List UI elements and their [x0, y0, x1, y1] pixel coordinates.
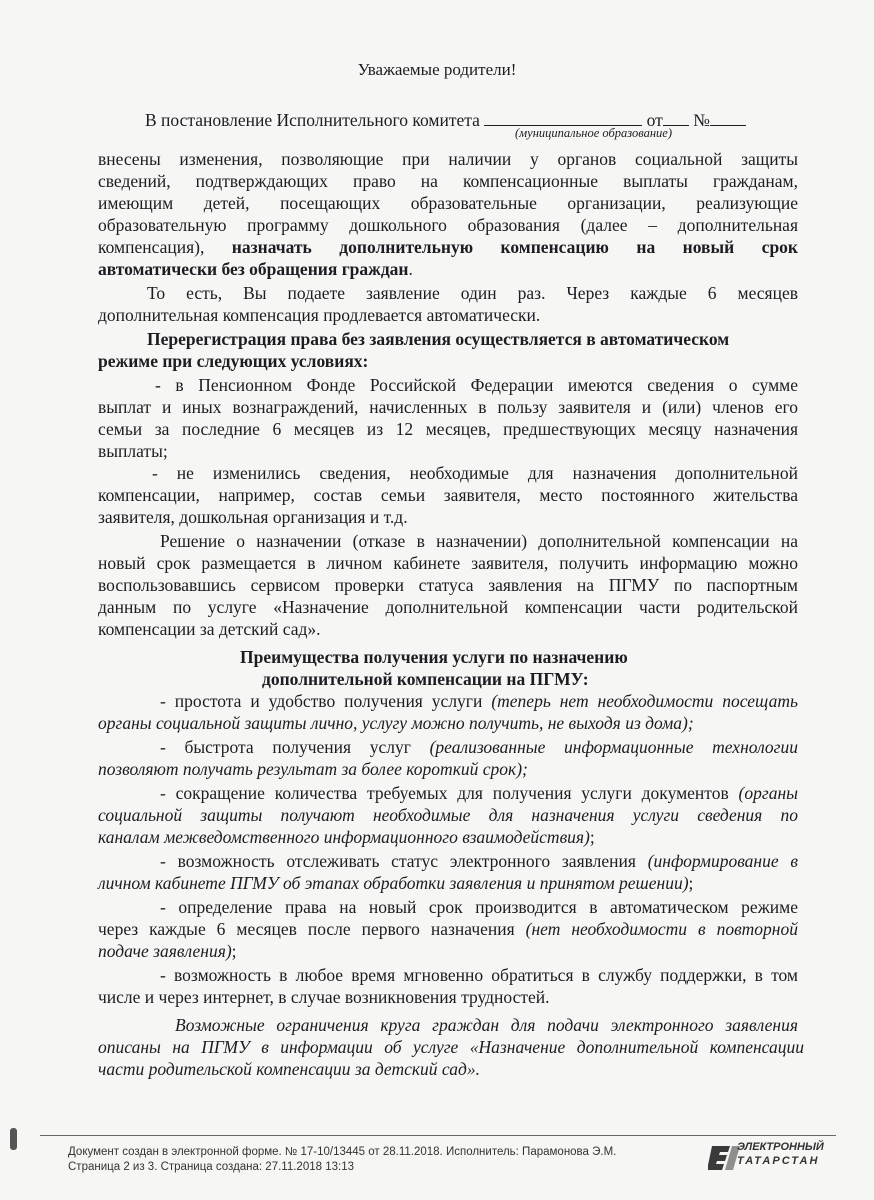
advantage5-line2 — [98, 918, 798, 940]
advantage3-plain: - сокращение количества требуемых для получения услуги документов — [160, 783, 729, 803]
advantages-heading-line1: Преимущества получения услуги по назначению — [240, 647, 628, 667]
advantage3-line3 — [98, 826, 595, 848]
paragraph1-line1: внесены изменения, позволяющие при наличии у органов социальной защиты — [98, 149, 798, 169]
advantage4-line2 — [98, 872, 693, 894]
paragraph1-line3: имеющим детей, посещающих образовательные организации, реализующие — [98, 193, 798, 213]
footer-line2: Страница 2 из 3. Страница создана: 27.11.2018 13:13 — [68, 1161, 354, 1173]
paragraph1-line2: сведений, подтверждающих право на компенсационные выплаты гражданам, — [98, 171, 798, 191]
condition2-line3: заявителя, дошкольная организация и т.д. — [98, 507, 408, 527]
paragraph1-line6-end: . — [408, 259, 413, 279]
advantages-heading-line2: дополнительной компенсации на ПГМУ: — [262, 669, 589, 689]
advantage5-line1: - определение права на новый срок производится в автоматическом режиме — [160, 897, 798, 917]
paragraph2-line1: То есть, Вы подаете заявление один раз. Через каждые 6 месяцев — [147, 283, 798, 303]
advantage4-plain: - возможность отслеживать статус электронного заявления — [160, 851, 636, 871]
decision-line1: Решение о назначении (отказе в назначении) дополнительной компенсации на — [160, 531, 798, 551]
decision-line3: воспользовавшись сервисом проверки статуса заявления на ПГМУ по паспортным — [98, 575, 798, 595]
advantage3-line1 — [160, 782, 798, 804]
condition1-line1: - в Пенсионном Фонде Российской Федерации имеются сведения о сумме — [155, 375, 798, 395]
closing-line2: описаны на ПГМУ в информации об услуге «Назначение дополнительной компенсации — [98, 1037, 804, 1057]
condition1-line4: выплаты; — [98, 441, 168, 461]
closing-line3: части родительской компенсации за детский сад». — [98, 1059, 480, 1079]
condition1-line2: выплат и иных вознаграждений, начисленных в пользу заявителя и (или) членов его — [98, 397, 798, 417]
reregistration-heading-line2: режиме при следующих условиях: — [98, 351, 369, 371]
condition2-line2: компенсации, например, состав семьи заявителя, место постоянного жительства — [98, 485, 798, 505]
footer-divider — [40, 1135, 836, 1136]
paragraph1-line6 — [98, 258, 413, 280]
number-blank — [710, 110, 746, 126]
advantage4-line2-end: ; — [688, 873, 694, 893]
intro-prefix: В постановление Исполнительного комитета — [145, 110, 480, 130]
decision-line4: данным по услуге «Назначение дополнительной компенсации части родительской — [98, 597, 798, 617]
logo-text-line2: ТАТАРСТАН — [737, 1155, 820, 1167]
paragraph1-line4: образовательную программу дошкольного образования (далее – дополнительная — [98, 215, 798, 235]
decision-line2: новый срок размещается в личном кабинете заявителя, получить информацию можно — [98, 553, 798, 573]
advantage3-line3-italic: каналам межведомственного информационного взаимодействия) — [98, 827, 590, 847]
advantage3-line2: социальной защиты получают необходимые для назначения услуги сведения по — [98, 805, 798, 825]
document-title: Уважаемые родители! — [357, 60, 517, 79]
advantage1-line2: органы социальной защиты лично, услугу можно получить, не выходя из дома); — [98, 713, 694, 733]
advantage1-line1 — [160, 690, 798, 712]
advantage2-italic: (реализованные информационные технологии — [429, 737, 798, 757]
intro-from-label: от — [646, 110, 663, 130]
advantage5-line3-italic: подаче заявления) — [98, 941, 232, 961]
advantage1-italic: (теперь нет необходимости посещать — [491, 691, 798, 711]
advantage1-plain: - простота и удобство получения услуги — [160, 691, 483, 711]
advantage6-line1: - возможность в любое время мгновенно обратиться в службу поддержки, в том — [160, 965, 798, 985]
advantage2-line2: позволяют получать результат за более короткий срок); — [98, 759, 528, 779]
paragraph1-line6-bold: автоматически без обращения граждан — [98, 259, 409, 279]
closing-line1: Возможные ограничения круга граждан для подачи электронного заявления — [175, 1015, 798, 1035]
advantage2-plain: - быстрота получения услуг — [160, 737, 411, 757]
intro-number-label: № — [693, 110, 710, 130]
paragraph1-line5 — [98, 236, 798, 258]
advantage4-line1 — [160, 850, 798, 872]
condition2-line1: - не изменились сведения, необходимые для назначения дополнительной — [152, 463, 798, 483]
advantage5-line2-italic: (нет необходимости в повторной — [525, 919, 798, 939]
municipality-caption: (муниципальное образование) — [515, 126, 672, 140]
advantage2-line1 — [160, 736, 798, 758]
paragraph1-line5-plain: компенсация), — [98, 237, 205, 257]
advantage5-line3 — [98, 940, 237, 962]
advantage5-line3-end: ; — [231, 941, 237, 961]
logo-text-line1: ЭЛЕКТРОННЫЙ — [737, 1141, 824, 1153]
advantage3-line3-end: ; — [589, 827, 595, 847]
reregistration-heading-line1: Перерегистрация права без заявления осуществляется в автоматическом — [147, 329, 730, 349]
condition1-line3: семьи за последние 6 месяцев из 12 месяцев, предшествующих месяцу назначения — [98, 419, 798, 439]
advantage3-italic: (органы — [738, 783, 798, 803]
footer-line1: Документ создан в электронной форме. № 17-10/13445 от 28.11.2018. Исполнитель: Парамонова Э.М. — [68, 1146, 617, 1158]
municipality-blank — [484, 110, 642, 126]
advantage6-line2: числе и через интернет, в случае возникновения трудностей. — [98, 987, 550, 1007]
paragraph2-line2: дополнительная компенсация продлевается автоматически. — [98, 305, 541, 325]
paragraph1-line5-bold: назначать дополнительную компенсацию на новый срок — [231, 237, 799, 257]
advantage5-line2-plain: через каждые 6 месяцев после первого назначения — [98, 919, 515, 939]
decision-line5: компенсации за детский сад». — [98, 619, 321, 639]
date-blank — [663, 110, 689, 126]
scan-mark — [10, 1128, 17, 1150]
advantage4-italic: (информирование в — [647, 851, 798, 871]
advantage4-line2-italic: личном кабинете ПГМУ об этапах обработки заявления и принятом решении) — [98, 873, 689, 893]
